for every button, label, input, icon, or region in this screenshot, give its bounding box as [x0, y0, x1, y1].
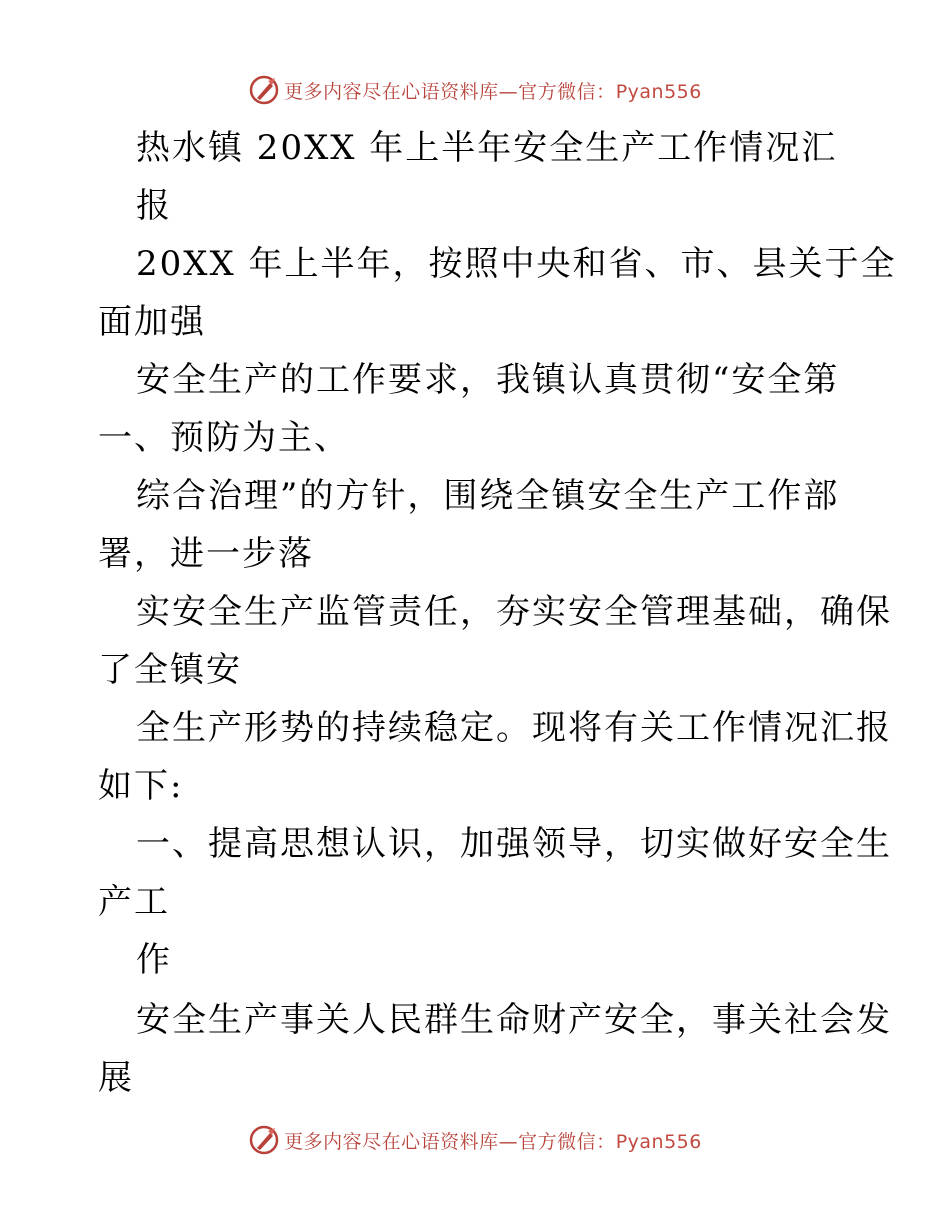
header-watermark [0, 70, 950, 110]
footer-watermark [0, 1120, 950, 1160]
paragraph-line: 如下: [98, 766, 184, 806]
quill-logo-icon [248, 1124, 280, 1156]
section-heading-line-2: 产工 [98, 882, 170, 922]
section-heading-line-1: 一、提高思想认识，加强领导，切实做好安全生 [136, 824, 892, 864]
section-heading-line-3: 作 [136, 940, 172, 980]
watermark-label: 更多内容尽在心语资料库—官方微信：Pyan556 [284, 80, 702, 103]
watermark-label: 更多内容尽在心语资料库—官方微信：Pyan556 [284, 1130, 702, 1153]
paragraph-line: 综合治理”的方针，围绕全镇安全生产工作部 [136, 476, 840, 516]
paragraph-line: 展 [98, 1058, 134, 1098]
paragraph-line: 实安全生产监管责任，夯实安全管理基础，确保 [136, 592, 892, 632]
paragraph-line: 了全镇安 [98, 650, 242, 690]
paragraph-line: 面加强 [98, 302, 206, 342]
paragraph-line: 安全生产的工作要求，我镇认真贯彻“安全第 [136, 360, 840, 400]
paragraph-line: 一、预防为主、 [98, 418, 350, 458]
paragraph-line: 20XX 年上半年，按照中央和省、市、县关于全 [136, 244, 897, 284]
paragraph-line: 安全生产事关人民群生命财产安全，事关社会发 [136, 1000, 892, 1040]
quill-logo-icon [248, 74, 280, 106]
paragraph-line: 全生产形势的持续稳定。现将有关工作情况汇报 [136, 708, 892, 748]
document-title-line-1: 热水镇 20XX 年上半年安全生产工作情况汇 [136, 128, 838, 168]
document-title-line-2: 报 [136, 186, 172, 226]
paragraph-line: 署，进一步落 [98, 534, 314, 574]
